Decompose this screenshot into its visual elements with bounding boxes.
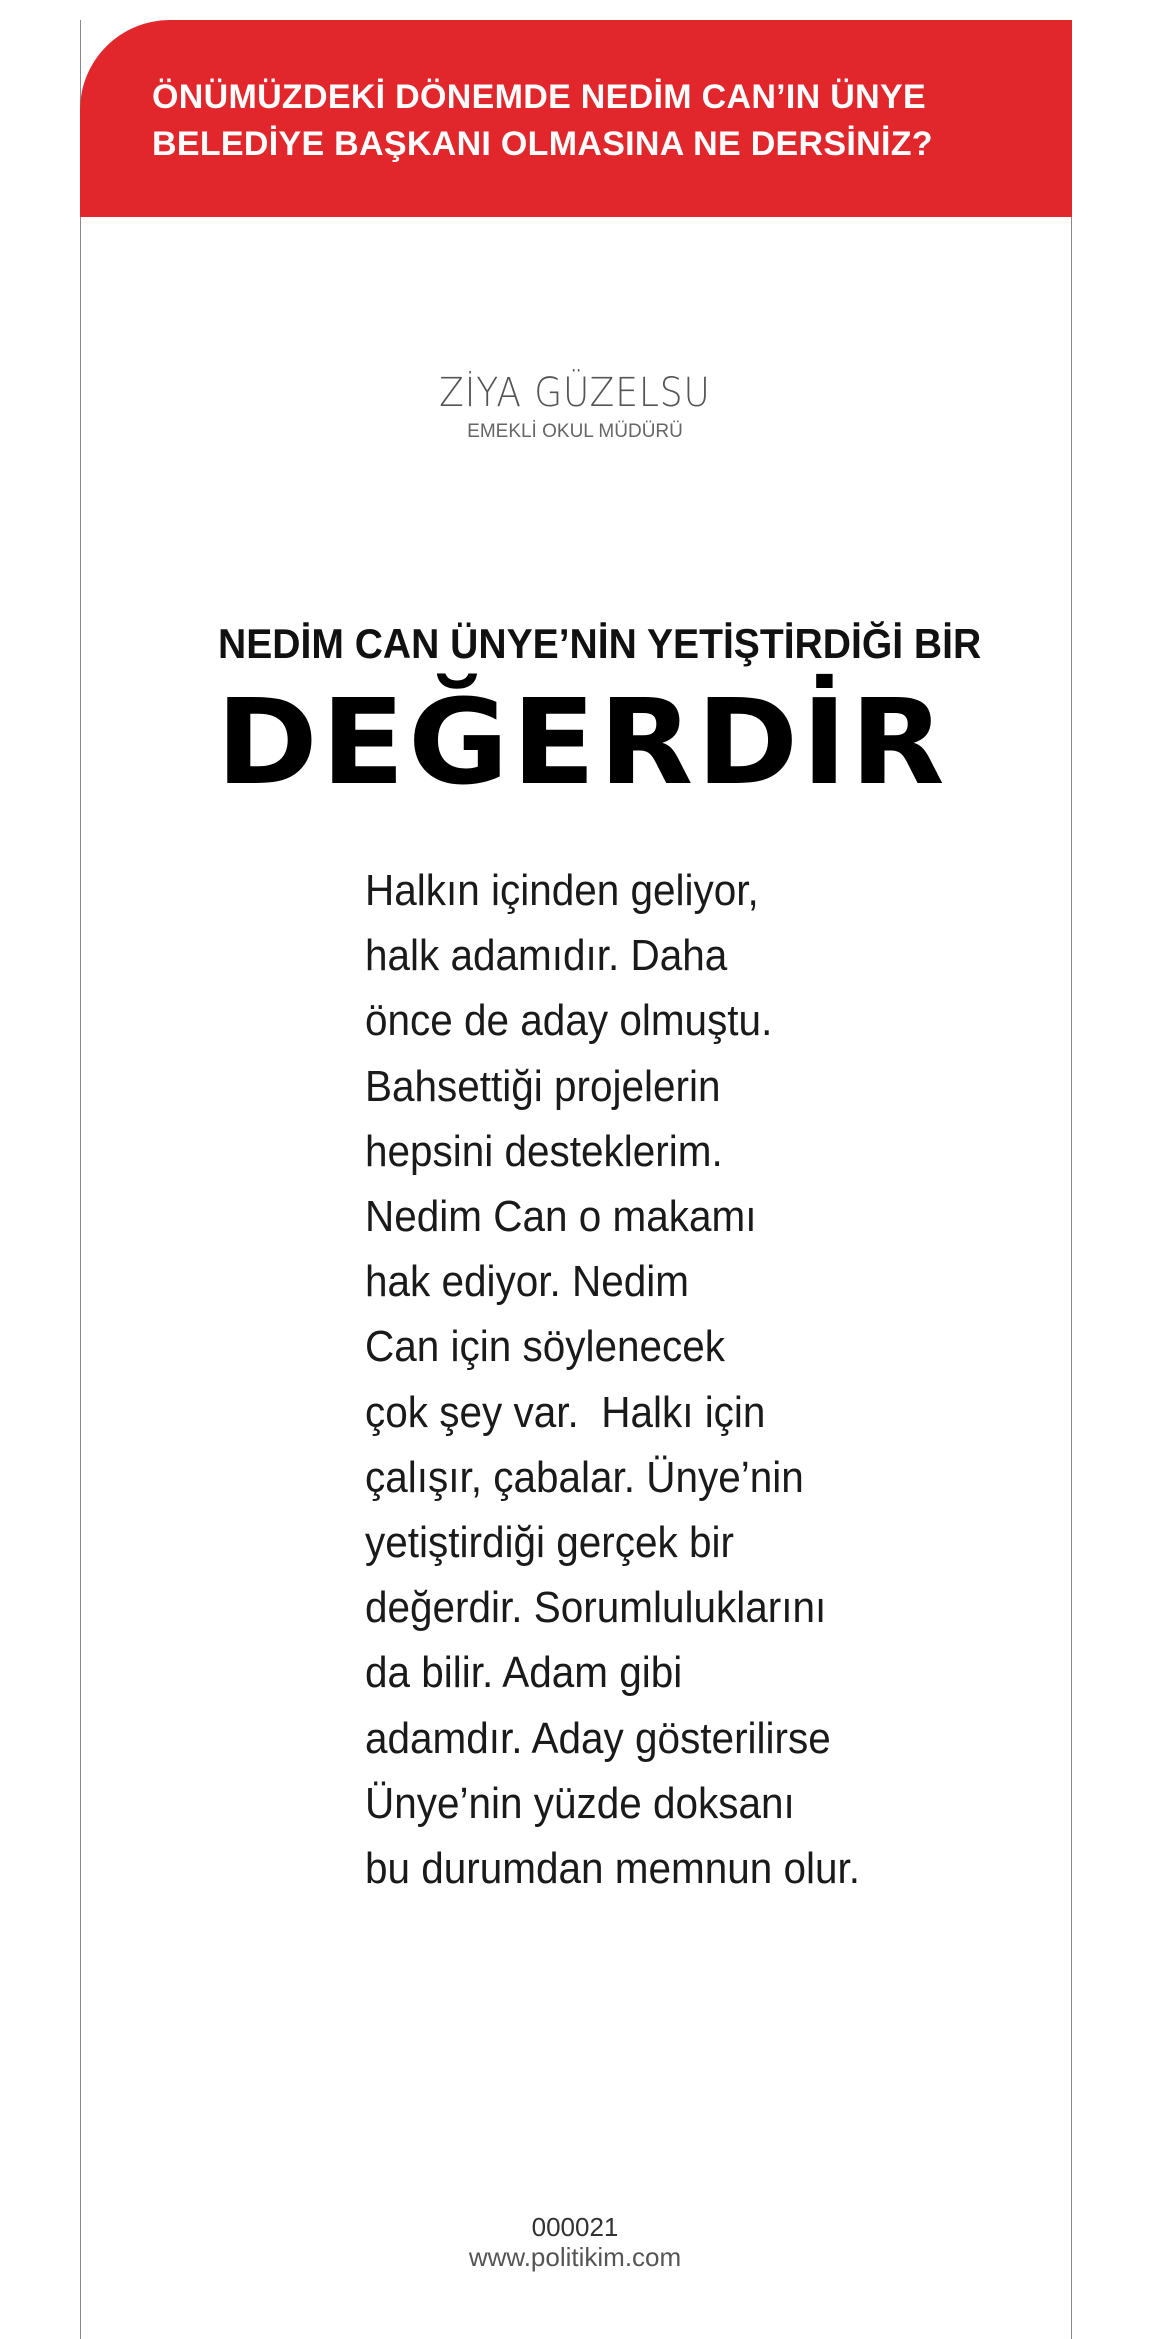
author-block [0, 368, 1150, 444]
body-line: Bahsettiği projelerin [365, 1061, 721, 1111]
body-line: önce de aday olmuştu. [365, 996, 773, 1046]
body-line: hepsini desteklerim. [365, 1126, 723, 1176]
body-line: yetiştirdiği gerçek bir [365, 1518, 734, 1568]
website-link[interactable]: www.politikim.com [468, 2242, 682, 2272]
page-code: 000021 [531, 2212, 619, 2242]
banner-question [152, 74, 1032, 168]
body-line: hak ediyor. Nedim [365, 1257, 689, 1307]
body-line: Halkın içinden geliyor, [365, 866, 759, 915]
body-line: da bilir. Adam gibi [365, 1648, 683, 1698]
headline-kicker: NEDİM CAN ÜNYE’NİN YETİŞTİRDİĞİ BİR [218, 620, 982, 667]
banner-line-2: BELEDİYE BAŞKANI OLMASINA NE DERSİNİZ? [152, 125, 933, 163]
body-line: Ünye’nin yüzde doksanı [365, 1778, 795, 1828]
body-line: değerdir. Sorumluluklarını [365, 1583, 827, 1633]
footer [0, 2212, 1150, 2272]
body-line: çalışır, çabalar. Ünye’nin [365, 1452, 804, 1502]
body-line: Nedim Can o makamı [365, 1192, 757, 1242]
author-role: EMEKLİ OKUL MÜDÜRÜ [467, 421, 683, 442]
author-name: ZİYA GÜZELSU [439, 370, 711, 416]
headline-main: DEĞERDİR [216, 673, 948, 811]
question-banner [80, 20, 1072, 217]
banner-line-1: ÖNÜMÜZDEKİ DÖNEMDE NEDİM CAN’IN ÜNYE [152, 78, 926, 116]
body-line: halk adamıdır. Daha [365, 931, 728, 981]
body-line: Can için söylenecek [365, 1322, 726, 1372]
quote-body [365, 858, 917, 1901]
body-line: adamdır. Aday gösterilirse [365, 1713, 831, 1763]
body-line: çok şey var. Halkı için [365, 1387, 766, 1437]
body-line: bu durumdan memnun olur. [365, 1844, 861, 1894]
